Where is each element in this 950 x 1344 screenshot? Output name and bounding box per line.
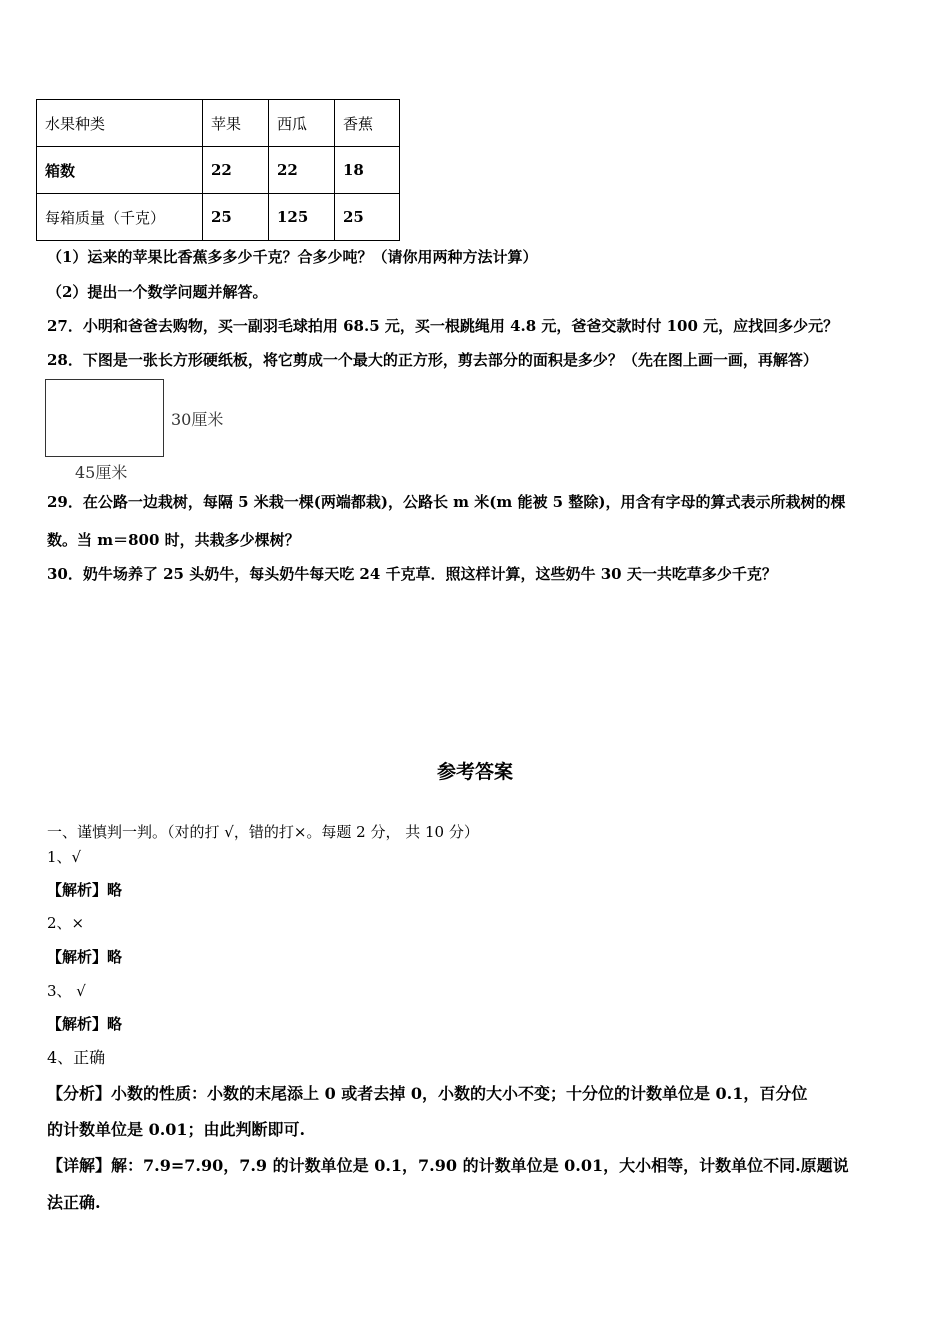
answer-4-analysis-line2: 的计数单位是 0.01；由此判断即可. [47,1120,306,1139]
question-27: 27．小明和爸爸去购物，买一副羽毛球拍用 68.5 元，买一根跳绳用 4.8 元，爸爸交款时付 100 元，应找回多少元？ [47,317,839,335]
section-1-heading: 一、谨慎判一判。（对的打 √，错的打×。每题 2 分， 共 10 分） [47,823,479,841]
width-label: 45厘米 [75,463,128,482]
q26-sub1: （1）运来的苹果比香蕉多多少千克？合多少吨？（请你用两种方法计算） [47,248,538,266]
table-cell: 125 [269,194,335,241]
fruit-table [36,99,400,241]
answer-3-note: 【解析】略 [47,1015,123,1033]
question-30: 30．奶牛场养了 25 头奶牛，每头奶牛每天吃 24 千克草．照这样计算，这些奶牛 30 天一共吃草多少千克？ [47,565,777,583]
answer-4-detail-line2: 法正确. [47,1193,101,1212]
table-row [37,147,400,194]
answer-3: 3、 √ [47,982,86,1000]
answers-title: 参考答案 [436,761,513,783]
table-cell: 18 [335,147,400,194]
answer-4-analysis-line1: 【分析】小数的性质：小数的末尾添上 0 或者去掉 0，小数的大小不变；十分位的计数单位是 0.1，百分位 [47,1084,808,1103]
answer-2-note: 【解析】略 [47,948,123,966]
table-row [37,100,400,147]
answer-2: 2、× [47,914,85,932]
table-cell: 25 [335,194,400,241]
question-29-line2: 数。当 m＝800 时，共栽多少棵树？ [47,531,300,549]
question-28: 28．下图是一张长方形硬纸板，将它剪成一个最大的正方形，剪去部分的面积是多少？（先在图上画一画，再解答） [47,351,818,369]
height-label: 30厘米 [171,410,224,429]
table-cell: 水果种类 [37,100,203,147]
table-cell: 苹果 [203,100,269,147]
table-cell: 箱数 [37,147,203,194]
answer-1-note: 【解析】略 [47,881,123,899]
answer-1: 1、√ [47,848,82,866]
table-cell: 25 [203,194,269,241]
answer-4-detail-line1: 【详解】解：7.9=7.90，7.9 的计数单位是 0.1，7.90 的计数单位是 0.01，大小相等，计数单位不同.原题说 [47,1156,849,1175]
table-cell: 香蕉 [335,100,400,147]
table-row [37,194,400,241]
q26-sub2: （2）提出一个数学问题并解答。 [47,283,268,301]
table-cell: 西瓜 [269,100,335,147]
table-cell: 22 [269,147,335,194]
question-29-line1: 29．在公路一边栽树，每隔 5 米栽一棵(两端都栽)，公路长 m 米(m 能被 5 整除)，用含有字母的算式表示所栽树的棵 [47,493,846,511]
answer-4: 4、正确 [47,1048,106,1067]
cardboard-rectangle [45,379,164,457]
table-cell: 每箱质量（千克） [37,194,203,241]
table-cell: 22 [203,147,269,194]
